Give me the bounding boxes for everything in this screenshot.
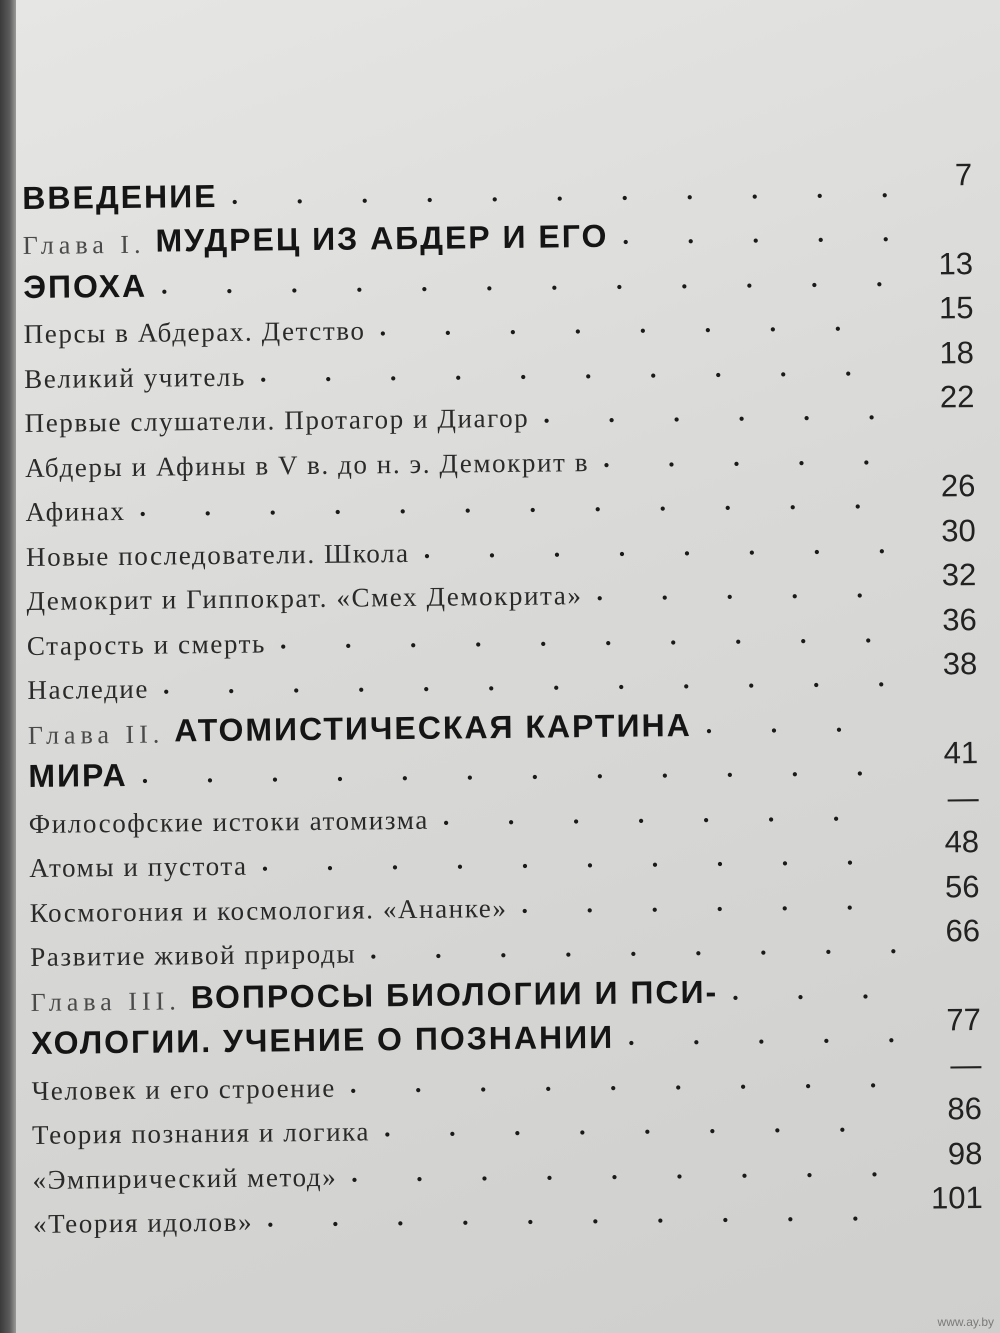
chapter-number: Глава II.: [27, 719, 165, 750]
section-title: «Эмпирический метод»: [32, 1161, 338, 1195]
dot-leader: [622, 218, 893, 251]
page-number: 101: [930, 1179, 983, 1216]
dot-leader: [351, 1152, 903, 1188]
section-title: Демокрит и Гиппократ. «Смех Демокрита»: [26, 580, 583, 616]
dot-leader: [260, 351, 894, 388]
book-spine-edge: [0, 0, 16, 1333]
page-number: —: [950, 1046, 982, 1082]
toc-entry: [32, 1179, 983, 1239]
page-number: —: [947, 779, 979, 815]
dot-leader: [370, 930, 900, 966]
chapter-title: ХОЛОГИИ. УЧЕНИЕ О ПОЗНАНИИ: [30, 1018, 615, 1061]
dot-leader: [603, 440, 895, 473]
page-number: [911, 994, 981, 995]
page-number: 77: [946, 1002, 982, 1038]
dot-leader: [706, 707, 898, 739]
dot-leader: [596, 574, 896, 607]
section-title: Космогония и космология. «Ананке»: [29, 892, 508, 928]
dot-leader: [732, 974, 901, 1006]
page-number: 98: [947, 1135, 983, 1171]
section-title: Новые последователи. Школа: [25, 537, 410, 572]
section-title: Старость и смерть: [26, 627, 267, 661]
page-number: 22: [939, 379, 975, 415]
page-number: 56: [944, 868, 980, 904]
dot-leader: [261, 841, 899, 878]
section-title: Философские истоки атомизма: [28, 804, 429, 839]
page-number: 7: [954, 156, 973, 192]
page-number: [903, 237, 973, 238]
dot-leader: [139, 485, 895, 523]
page-number: [908, 727, 978, 728]
page-number: 38: [942, 646, 978, 682]
section-title: «Теория идолов»: [32, 1206, 254, 1239]
page-number: 41: [943, 735, 979, 771]
page-number: 86: [947, 1091, 983, 1127]
section-title: Теория познания и логика: [31, 1116, 371, 1150]
table-of-contents: [22, 156, 983, 1240]
page-number: 48: [944, 824, 980, 860]
page-number: [905, 460, 975, 461]
dot-leader: [280, 618, 897, 654]
dot-leader: [443, 796, 899, 831]
page-number: 66: [945, 913, 981, 949]
page-number: 18: [939, 334, 975, 370]
section-title: Человек и его строение: [31, 1072, 337, 1106]
page-number: 26: [940, 468, 976, 504]
section-title: Абдеры и Афины в V в. до н. э. Демокрит в: [24, 446, 590, 483]
page-number: 36: [942, 601, 977, 637]
dot-leader: [267, 1197, 903, 1234]
dot-leader: [163, 663, 898, 701]
chapter-title: ВОПРОСЫ БИОЛОГИИ И ПСИ-: [190, 973, 719, 1015]
section-title: Афинах: [25, 495, 126, 527]
section-title: Наследие: [27, 673, 150, 705]
page-number: 30: [941, 512, 976, 548]
section-title: Великий учитель: [24, 361, 247, 394]
chapter-title: АТОМИСТИЧЕСКАЯ КАРТИНА: [174, 706, 692, 748]
dot-leader: [141, 752, 898, 790]
chapter-title: МИРА: [28, 756, 128, 794]
dot-leader: [161, 262, 893, 300]
dot-leader: [384, 1108, 902, 1143]
watermark: www.ay.by: [937, 1315, 994, 1329]
chapter-title: ЭПОХА: [23, 267, 148, 305]
section-title: Первые слушатели. Протагор и Диагор: [24, 402, 530, 438]
dot-leader: [231, 173, 892, 210]
chapter-number: Глава I.: [22, 229, 146, 260]
page-number: 15: [938, 290, 974, 326]
section-title: Развитие живой природы: [30, 938, 357, 972]
dot-leader: [628, 1019, 901, 1052]
chapter-number: Глава III.: [30, 985, 181, 1017]
dot-leader: [521, 885, 900, 919]
page-number: 13: [938, 245, 974, 281]
chapter-title: МУДРЕЦ ИЗ АБДЕР И ЕГО: [155, 217, 609, 259]
dot-leader: [423, 529, 896, 564]
dot-leader: [543, 396, 895, 430]
dot-leader: [379, 307, 893, 342]
page-number: 32: [941, 557, 977, 593]
chapter-title: ВВЕДЕНИЕ: [22, 177, 218, 216]
section-title: Персы в Абдерах. Детство: [23, 315, 366, 349]
dot-leader: [350, 1063, 902, 1099]
section-title: Атомы и пустота: [29, 850, 248, 883]
